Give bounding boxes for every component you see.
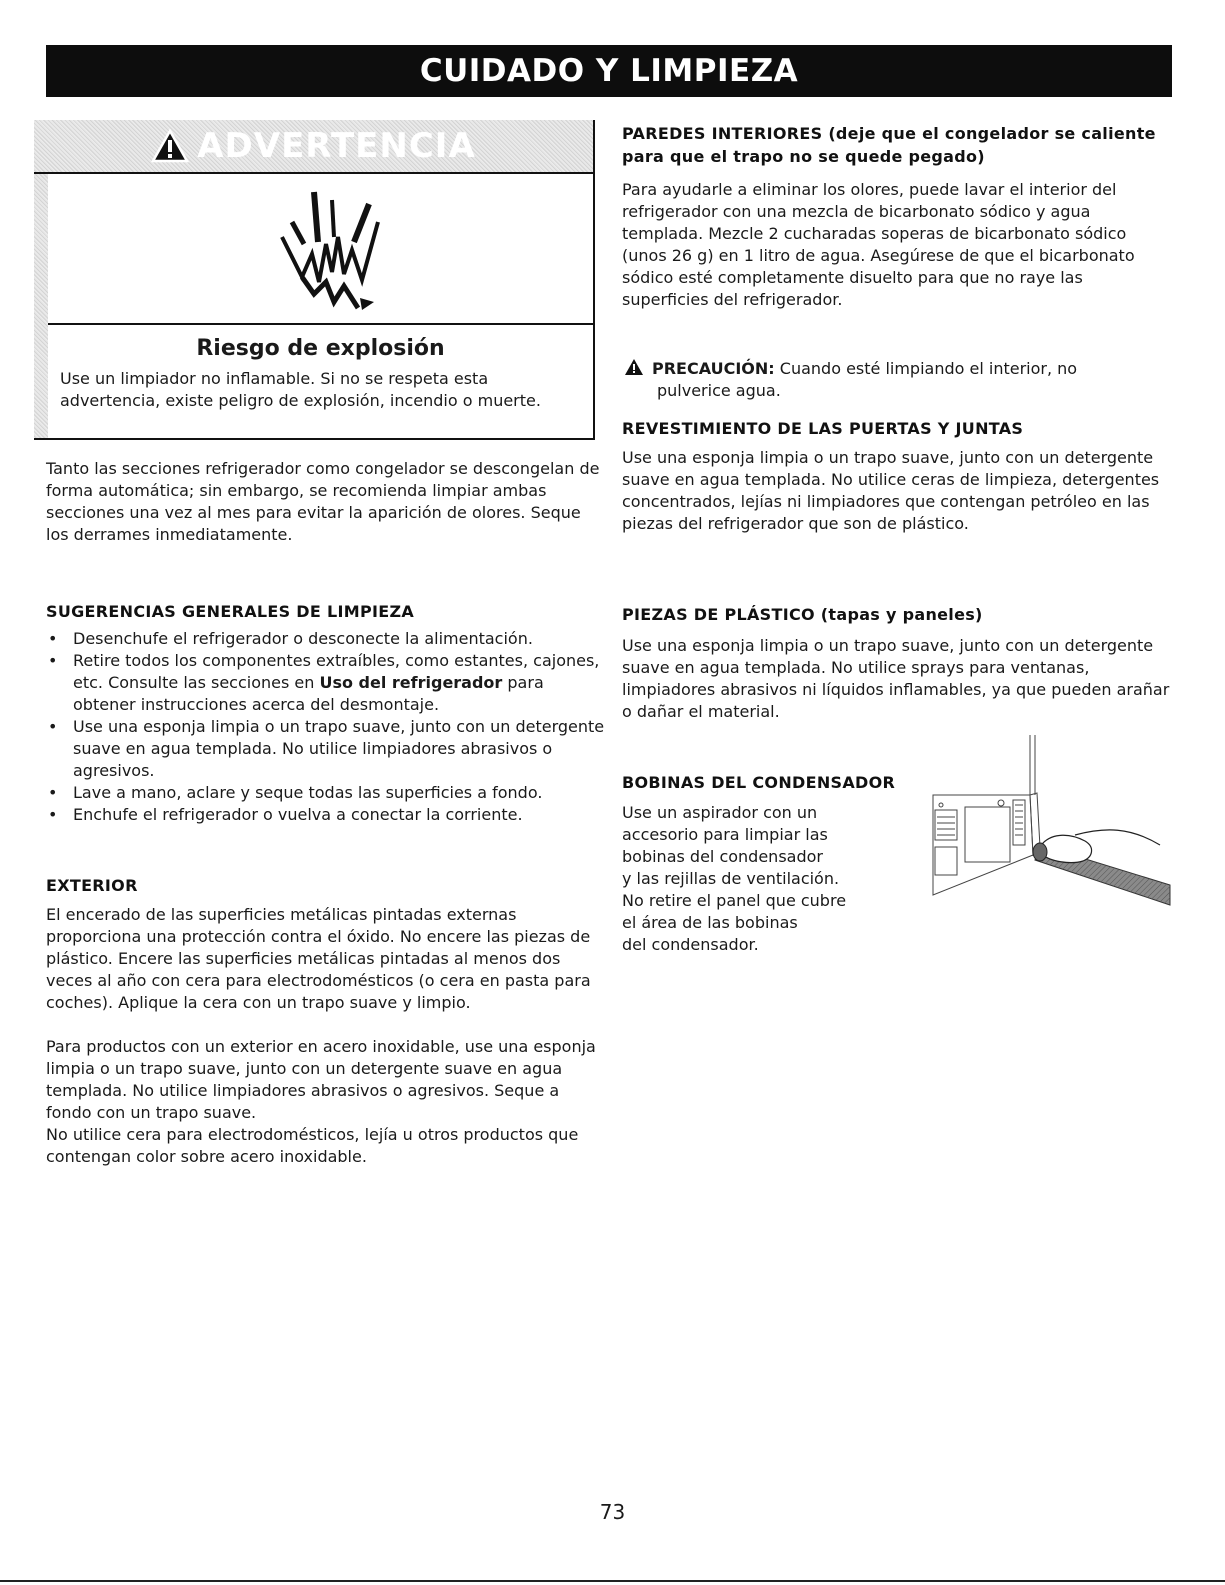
caution-label: PRECAUCIÓN: [652,359,775,378]
caution-text: Cuando esté limpiando el interior, no [779,359,1078,378]
warning-header [34,120,593,174]
section-title-bar [46,45,1172,97]
intro-block [46,458,606,546]
door-liners-heading: REVESTIMIENTO DE LAS PUERTAS Y JUNTAS [622,419,1024,438]
interior-walls-subtitle: (deje que el congelador se caliente para que el trapo no se quede pegado) [622,124,1156,166]
plastic-parts-heading [622,605,1172,624]
condenser-line: el área de las bobinas [622,913,798,932]
warning-triangle-icon [151,129,189,163]
bullet-icon: • [48,629,58,648]
exterior-paragraph-1: El encerado de las superficies metálicas pintadas externas proporciona una protección contra el óxido. No encere las piezas de plástico. Encere las superficies metálicas pintadas al menos dos veces al año con cera para electrodomésticos (o cera en pasta para coches). Aplique la cera con un trapo suave y limpio. [46,905,591,1012]
list-item [46,804,606,826]
list-item [46,628,606,650]
page-number: 73 [599,1500,626,1524]
caution-line-2: pulverice agua. [657,381,781,400]
page-title: CUIDADO Y LIMPIEZA [419,53,799,89]
hazard-title: Riesgo de explosión [196,336,445,361]
cross-reference-bold: Uso del refrigerador [319,673,503,692]
list-item-text: Use una esponja limpia o un trapo suave, junto con un detergente suave en agua templada. No utilice limpiadores abrasivos o agresivos. [73,717,605,780]
exterior-paragraph-3: No utilice cera para electrodomésticos, lejía u otros productos que contengan color sobre acero inoxidable. [46,1125,579,1166]
list-item-text: Desenchufe el refrigerador o desconecte la alimentación. [73,629,533,648]
condenser-line: bobinas del condensador [622,847,823,866]
door-liners-paragraph: Use una esponja limpia o un trapo suave, junto con un detergente suave en agua templada. No utilice ceras de limpieza, detergentes concentrados, lejías ni limpiadores que contengan petróleo en las piezas del refrigerador que son de plástico. [622,448,1160,533]
list-item-text: Retire todos los componentes extraíbles, como estantes, cajones, etc. Consulte las secciones en [73,651,600,692]
plastic-parts-subtitle: (tapas y paneles) [820,605,983,624]
plastic-parts-title: PIEZAS DE PLÁSTICO [622,605,815,624]
caution-triangle-icon [624,358,644,376]
general-tips-list [46,628,606,826]
list-item-text: Lave a mano, aclare y seque todas las superficies a fondo. [73,783,543,802]
general-tips-heading: SUGERENCIAS GENERALES DE LIMPIEZA [46,602,415,621]
caution-line-1 [622,358,1172,380]
plastic-parts-paragraph: Use una esponja limpia o un trapo suave, junto con un detergente suave en agua templada. No utilice sprays para ventanas, limpiadores abrasivos ni líquidos inflamables, ya que pueden arañar o dañar el material. [622,636,1170,721]
condenser-heading: BOBINAS DEL CONDENSADOR [622,773,896,792]
interior-walls-title: PAREDES INTERIORES [622,124,823,143]
bullet-icon: • [48,717,58,736]
list-item [46,650,606,716]
hazard-text: Use un limpiador no inflamable. Si no se respeta esta advertencia, existe peligro de explosión, incendio o muerte. [60,369,541,410]
interior-walls-section [622,122,1172,311]
interior-walls-paragraph: Para ayudarle a eliminar los olores, puede lavar el interior del refrigerador con una mezcla de bicarbonato sódico y agua templada. Mezcle 2 cucharadas soperas de bicarbonato sódico (unos 26 g) en 1 litro de agua. Asegúrese de que el bicarbonato sódico esté completamente disuelto para que no raye las superficies del refrigerador. [622,180,1135,309]
condenser-line: No retire el panel que cubre [622,891,847,910]
warning-signal-word: ADVERTENCIA [197,126,476,166]
exterior-paragraph-2: Para productos con un exterior en acero inoxidable, use una esponja limpia o un trapo suave, junto con un detergente suave en agua templada. No utilice limpiadores abrasivos o agresivos. Seque a fondo con un trapo suave. [46,1037,596,1122]
exterior-heading: EXTERIOR [46,876,138,895]
caution-block [622,358,1172,402]
condenser-line: y las rejillas de ventilación. [622,869,840,888]
interior-walls-heading [622,122,1172,168]
list-item-text: Enchufe el refrigerador o vuelva a conectar la corriente. [73,805,523,824]
list-item-text: para obtener instrucciones acerca del desmontaje. [73,673,544,714]
list-item [46,782,606,804]
condenser-line: Use un aspirador con un [622,803,818,822]
bullet-icon: • [48,805,58,824]
warning-divider [48,323,593,325]
door-liners-section [622,419,1172,535]
explosion-icon [274,182,384,312]
list-item [46,716,606,782]
condenser-cleaning-illustration [925,735,1175,915]
intro-paragraph: Tanto las secciones refrigerador como congelador se descongelan de forma automática; sin embargo, se recomienda limpiar ambas secciones una vez al mes para evitar la aparición de olores. Seque los derrames inmediatamente. [46,459,600,544]
warning-box [34,120,595,440]
exterior-section [46,876,606,1168]
condenser-section [622,773,922,956]
bullet-icon: • [48,783,58,802]
warning-stripe [34,174,48,438]
bullet-icon: • [48,651,58,670]
condenser-line: del condensador. [622,935,759,954]
plastic-parts-section [622,605,1172,723]
general-tips-section [46,602,606,826]
condenser-line: accesorio para limpiar las [622,825,828,844]
bottom-divider [0,1580,1225,1582]
